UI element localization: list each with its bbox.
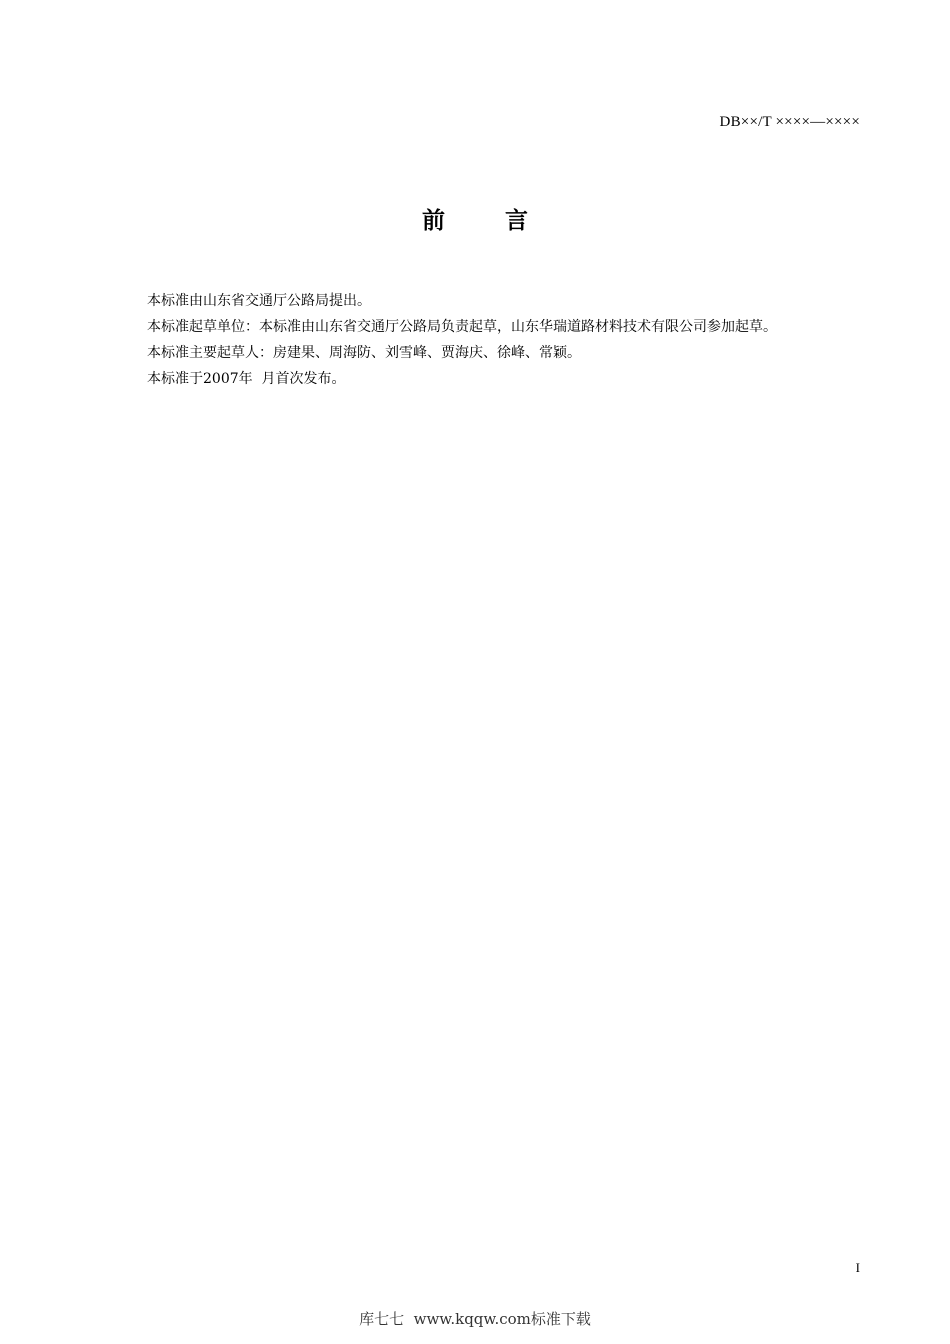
paragraph-drafting-units: 本标准起草单位：本标准由山东省交通厅公路局负责起草，山东华瑞道路材料技术有限公司参加起草。 [147,319,777,335]
paragraph-release: 本标准于2007年 月首次发布。 [147,371,346,387]
foreword-body [113,288,863,392]
standard-code: DB××/T ××××—×××× [719,114,860,130]
title-char-1: 前 [422,208,445,234]
page-number: I [855,1260,860,1275]
page-title [0,202,950,235]
paragraph-drafters: 本标准主要起草人：房建果、周海防、刘雪峰、贾海庆、徐峰、常颖。 [147,345,581,361]
paragraph-proposer: 本标准由山东省交通厅公路局提出。 [147,293,371,309]
footer-watermark: 库七七 www.kqqw.com标准下载 [359,1310,591,1328]
title-char-2: 言 [505,208,528,234]
